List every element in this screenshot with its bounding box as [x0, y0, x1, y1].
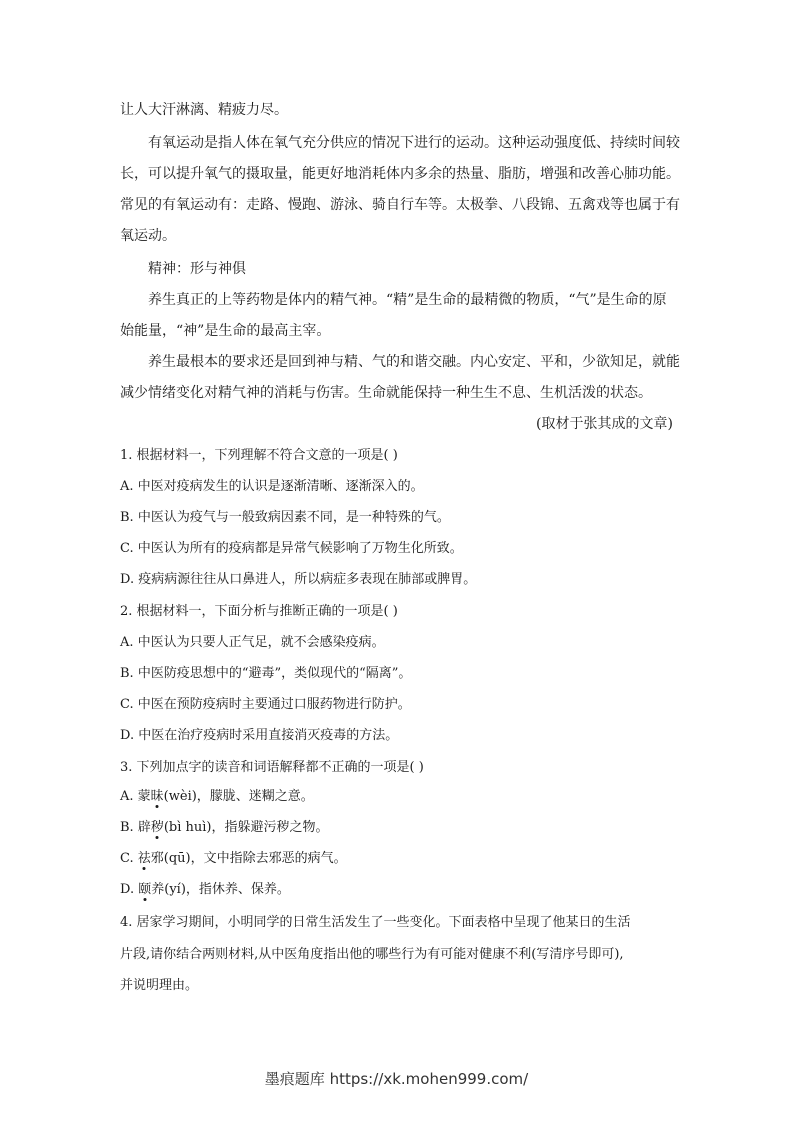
question-1-stem: 1. 根据材料一，下列理解不符合文意的一项是( ): [120, 448, 398, 463]
section-heading: 精神：形与神俱: [148, 261, 246, 277]
question-1-option-d: D. 疫病病源往往从口鼻进人，所以病症多表现在肺部或脾胃。: [120, 572, 477, 587]
question-1-option-b: B. 中医认为疫气与一般致病因素不同，是一种特殊的气。: [120, 510, 450, 525]
passage-line: 养生真正的上等药物是体内的精气神。“精”是生命的最精微的物质，“气”是生命的原: [148, 292, 667, 308]
dotted-character: 祛: [137, 851, 151, 866]
footer-watermark: 墨痕题库 https://xk.mohen999.com/: [264, 1070, 529, 1088]
question-2-option-c: C. 中医在预防疫病时主要通过口服药物进行防护。: [120, 697, 411, 712]
dotted-character: 颐: [138, 882, 152, 897]
option-text: (wèi)，朦胧、迷糊之意。: [163, 789, 314, 804]
question-2-option-b: B. 中医防疫思想中的“避毒”，类似现代的“隔离”。: [120, 666, 412, 681]
passage-line: 长，可以提升氧气的摄取量，能更好地消耗体内多余的热量、脂肪，增强和改善心肺功能。: [120, 166, 680, 182]
question-4-line: 4. 居家学习期间，小明同学的日常生活发生了一些变化。下面表格中呈现了他某日的生活: [120, 915, 631, 930]
question-3-option-c: [120, 849, 347, 869]
passage-line: 减少情绪变化对精气神的消耗与伤害。生命就能保持一种生生不息、生机活泼的状态。: [120, 385, 652, 401]
passage-line: 始能量，“神”是生命的最高主宰。: [120, 323, 331, 339]
question-4-line: 并说明理由。: [120, 978, 199, 993]
question-3-stem: 3. 下列加点字的读音和词语解释都不正确的一项是( ): [120, 760, 424, 775]
question-3-option-a: [120, 787, 314, 807]
passage-line: 让人大汗淋漓、精疲力尽。: [120, 102, 288, 118]
option-text: C.: [120, 851, 138, 866]
question-2-stem: 2. 根据材料一，下面分析与推断正确的一项是( ): [120, 604, 398, 619]
option-text: (bì huì)，指躲避污秽之物。: [163, 820, 329, 835]
option-text: 养(yí)，指休养、保养。: [151, 882, 290, 897]
question-2-option-a: A. 中医认为只要人正气足，就不会感染疫病。: [120, 635, 385, 650]
passage-line: 氧运动。: [120, 228, 176, 244]
question-2-option-d: D. 中医在治疗疫病时采用直接消灭疫毒的方法。: [120, 728, 399, 743]
question-4-line: 片段,请你结合两则材料,从中医角度指出他的哪些行为有可能对健康不利(写清序号即可),: [120, 947, 624, 962]
question-1-option-c: C. 中医认为所有的疫病都是异常气候影响了万物生化所致。: [120, 541, 463, 556]
option-text: 邪(qū)，文中指除去邪恶的病气。: [150, 851, 347, 866]
option-text: D.: [120, 882, 139, 897]
passage-line: 常见的有氧运动有：走路、慢跑、游泳、骑自行车等。太极拳、八段锦、五禽戏等也属于有: [120, 197, 680, 213]
question-3-option-d: [120, 880, 290, 900]
dotted-character: 昧: [150, 789, 164, 804]
option-text: B. 辟: [120, 820, 151, 835]
question-3-option-b: [120, 818, 329, 838]
dotted-character: 秽: [150, 820, 164, 835]
passage-line: 有氧运动是指人体在氧气充分供应的情况下进行的运动。这种运动强度低、持续时间较: [148, 135, 680, 151]
source-citation: (取材于张其成的文章): [536, 416, 673, 432]
passage-line: 养生最根本的要求还是回到神与精、气的和谐交融。内心安定、平和，少欲知足，就能: [148, 354, 680, 370]
question-1-option-a: A. 中医对疫病发生的认识是逐渐清晰、逐渐深入的。: [120, 479, 424, 494]
option-text: A. 蒙: [120, 789, 151, 804]
